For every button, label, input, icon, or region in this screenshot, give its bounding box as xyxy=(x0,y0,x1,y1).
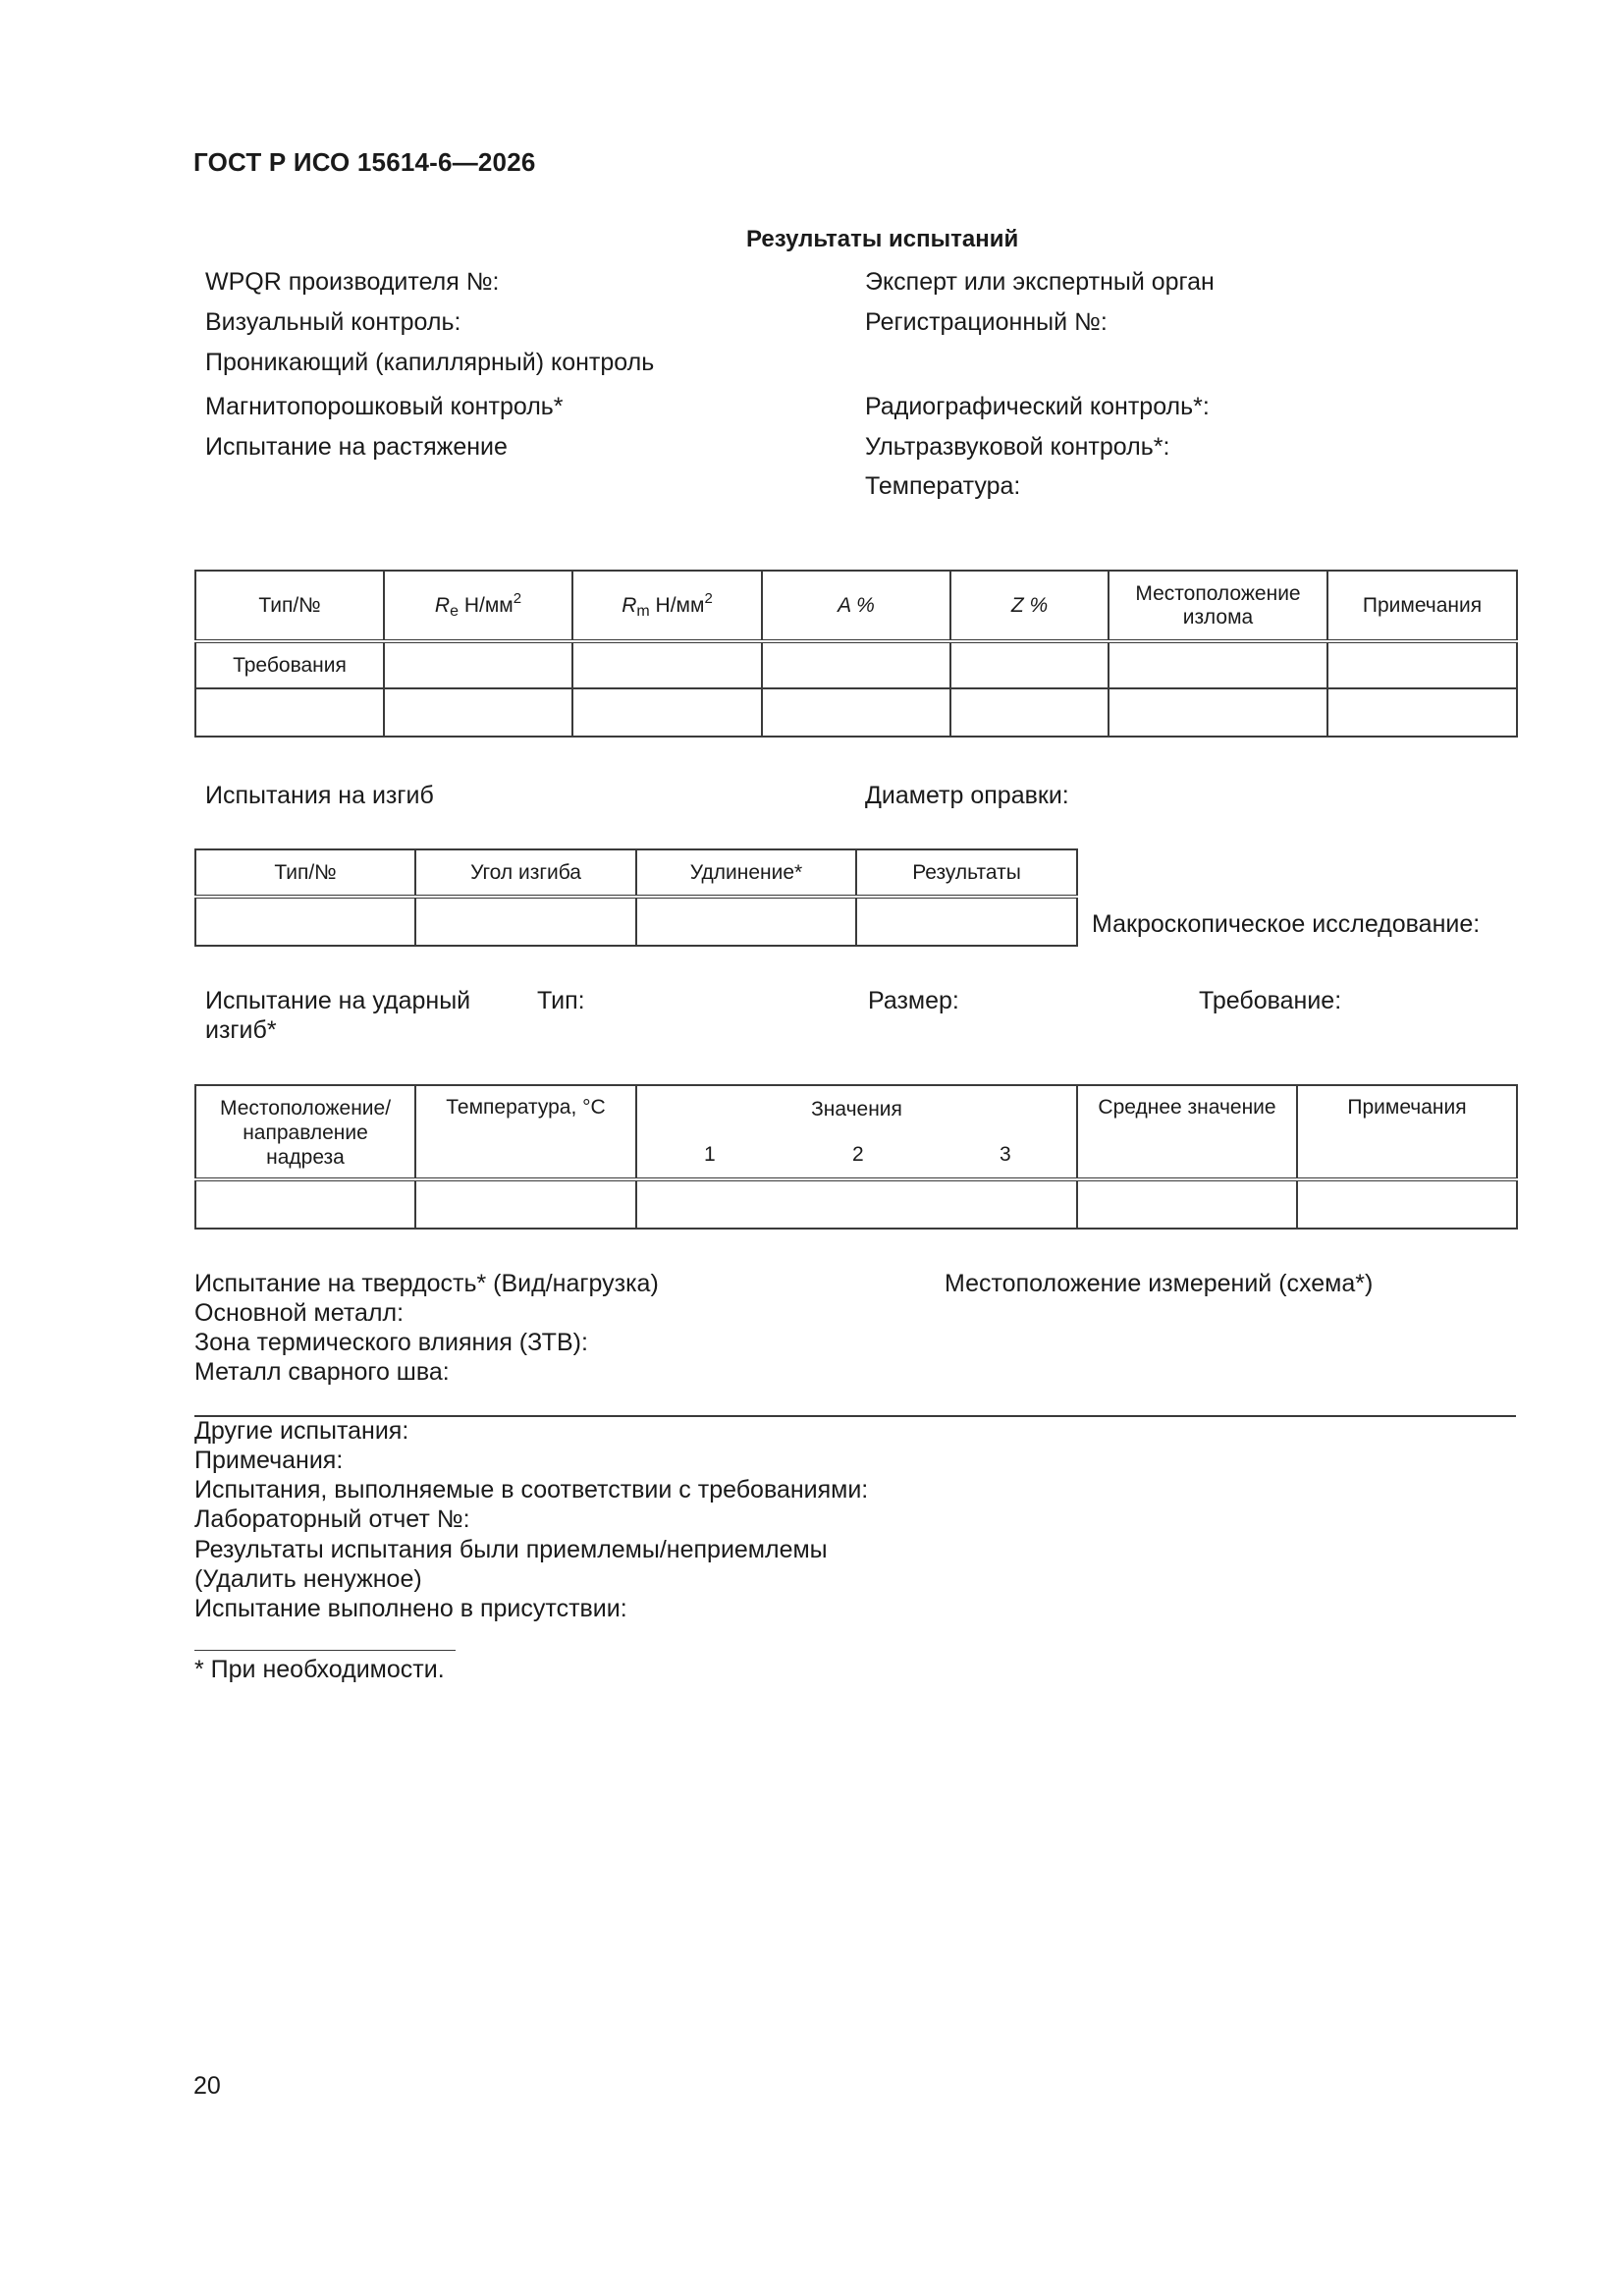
macro-exam-label: Макроскопическое исследование: xyxy=(1092,910,1481,938)
table-cell[interactable] xyxy=(415,1179,636,1229)
visual-label: Визуальный контроль: xyxy=(205,308,461,336)
table-cell[interactable] xyxy=(1077,1179,1297,1229)
hardness-haz: Зона термического влияния (ЗТВ): xyxy=(194,1329,588,1356)
bend-col-type: Тип/№ xyxy=(195,849,415,897)
table-cell[interactable] xyxy=(636,897,856,946)
temperature-label: Температура: xyxy=(865,472,1021,500)
impact-requirement-label: Требование: xyxy=(1199,987,1342,1014)
value-1-label: 1 xyxy=(704,1143,716,1166)
fracture-line-2: излома xyxy=(1182,605,1254,629)
table-cell[interactable] xyxy=(195,688,384,737)
col-notes: Примечания xyxy=(1327,571,1517,641)
tensile-label: Испытание на растяжение xyxy=(205,433,508,461)
examiner-label: Эксперт или экспертный орган xyxy=(865,268,1215,296)
requirements-cell: Требования xyxy=(195,641,384,688)
requirements-line: Испытания, выполняемые в соответствии с требованиями: xyxy=(194,1476,869,1503)
re-unit: Н/мм xyxy=(459,594,514,617)
mandrel-diameter-label: Диаметр оправки: xyxy=(865,782,1069,809)
radiographic-label: Радиографический контроль*: xyxy=(865,393,1210,420)
acceptance-line: Результаты испытания были приемлемы/неприемлемы xyxy=(194,1536,828,1563)
impact-col-temperature: Температура, °C xyxy=(415,1085,636,1179)
col-re xyxy=(384,571,572,641)
rm-subscript: m xyxy=(636,603,650,620)
col-z: Z % xyxy=(950,571,1109,641)
impact-col-notes: Примечания xyxy=(1297,1085,1517,1179)
impact-table xyxy=(194,1084,1518,1230)
rm-symbol: R xyxy=(622,594,637,617)
bend-data-row xyxy=(195,897,1077,946)
impact-data-row xyxy=(195,1179,1517,1229)
col-a: A % xyxy=(762,571,950,641)
table-cell[interactable] xyxy=(195,897,415,946)
table-cell[interactable] xyxy=(762,688,950,737)
section-title: Результаты испытаний xyxy=(746,226,1019,252)
re-symbol: R xyxy=(434,594,451,617)
table-cell[interactable] xyxy=(572,641,762,688)
witnessed-by-line: Испытание выполнено в присутствии: xyxy=(194,1595,627,1622)
ultrasonic-label: Ультразвуковой контроль*: xyxy=(865,433,1170,461)
col-type-no: Тип/№ xyxy=(195,571,384,641)
col-rm xyxy=(572,571,762,641)
table-cell[interactable] xyxy=(1109,641,1327,688)
table-cell[interactable] xyxy=(572,688,762,737)
tensile-table xyxy=(194,570,1518,738)
tensile-header-row xyxy=(195,571,1517,641)
impact-col-mean: Среднее значение xyxy=(1077,1085,1297,1179)
table-cell[interactable] xyxy=(1109,688,1327,737)
impact-col-values xyxy=(636,1085,1077,1179)
hardness-weld-metal: Металл сварного шва: xyxy=(194,1358,450,1386)
footnote: * При необходимости. xyxy=(194,1656,445,1683)
rm-unit-power: 2 xyxy=(704,590,713,607)
wpqr-label: WPQR производителя №: xyxy=(205,268,500,296)
location-line-3: надреза xyxy=(266,1146,345,1169)
bend-col-angle: Угол изгиба xyxy=(415,849,636,897)
values-title: Значения xyxy=(811,1098,902,1121)
hardness-location: Местоположение измерений (схема*) xyxy=(945,1270,1374,1297)
fracture-line-1: Местоположение xyxy=(1135,581,1301,605)
table-cell[interactable] xyxy=(384,688,572,737)
location-line-1: Местоположение/ xyxy=(219,1097,392,1120)
table-cell[interactable] xyxy=(1327,641,1517,688)
reg-no-label: Регистрационный №: xyxy=(865,308,1108,336)
table-cell[interactable] xyxy=(762,641,950,688)
table-cell[interactable] xyxy=(415,897,636,946)
table-cell[interactable] xyxy=(1297,1179,1517,1229)
document-id: ГОСТ Р ИСО 15614-6—2026 xyxy=(193,147,536,177)
impact-header-row xyxy=(195,1085,1517,1179)
page-number: 20 xyxy=(193,2072,221,2100)
bend-table xyxy=(194,848,1078,947)
hardness-title: Испытание на твердость* (Вид/нагрузка) xyxy=(194,1270,659,1297)
rm-unit: Н/мм xyxy=(649,594,705,617)
bend-header-row xyxy=(195,849,1077,897)
table-cell[interactable] xyxy=(950,688,1109,737)
impact-size-label: Размер: xyxy=(868,987,959,1014)
bend-col-results: Результаты xyxy=(856,849,1077,897)
impact-type-label: Тип: xyxy=(537,987,585,1014)
table-cell[interactable] xyxy=(1327,688,1517,737)
bend-col-elongation: Удлинение* xyxy=(636,849,856,897)
re-subscript: e xyxy=(450,603,459,620)
table-cell[interactable] xyxy=(856,897,1077,946)
location-line-2: направление xyxy=(243,1121,368,1144)
magnetic-label: Магнитопорошковый контроль* xyxy=(205,393,564,420)
bend-test-label: Испытания на изгиб xyxy=(205,782,434,809)
table-cell[interactable] xyxy=(384,641,572,688)
other-tests-line: Другие испытания: xyxy=(194,1417,409,1445)
delete-unneeded-line: (Удалить ненужное) xyxy=(194,1565,422,1593)
hardness-base-metal: Основной металл: xyxy=(194,1299,405,1327)
lab-report-line: Лабораторный отчет №: xyxy=(194,1505,470,1533)
impact-col-location xyxy=(195,1085,415,1179)
impact-label-line-1: Испытание на ударный xyxy=(205,987,471,1014)
footnote-rule xyxy=(194,1650,456,1651)
impact-label-line-2: изгиб* xyxy=(205,1016,277,1044)
col-fracture xyxy=(1109,571,1327,641)
value-3-label: 3 xyxy=(1000,1143,1011,1166)
value-2-label: 2 xyxy=(852,1143,864,1166)
table-cell[interactable] xyxy=(950,641,1109,688)
tensile-req-row xyxy=(195,641,1517,688)
penetrant-label: Проникающий (капиллярный) контроль xyxy=(205,349,655,376)
tensile-data-row xyxy=(195,688,1517,737)
notes-line: Примечания: xyxy=(194,1447,344,1474)
table-cell[interactable] xyxy=(636,1179,1077,1229)
re-unit-power: 2 xyxy=(513,590,522,607)
table-cell[interactable] xyxy=(195,1179,415,1229)
